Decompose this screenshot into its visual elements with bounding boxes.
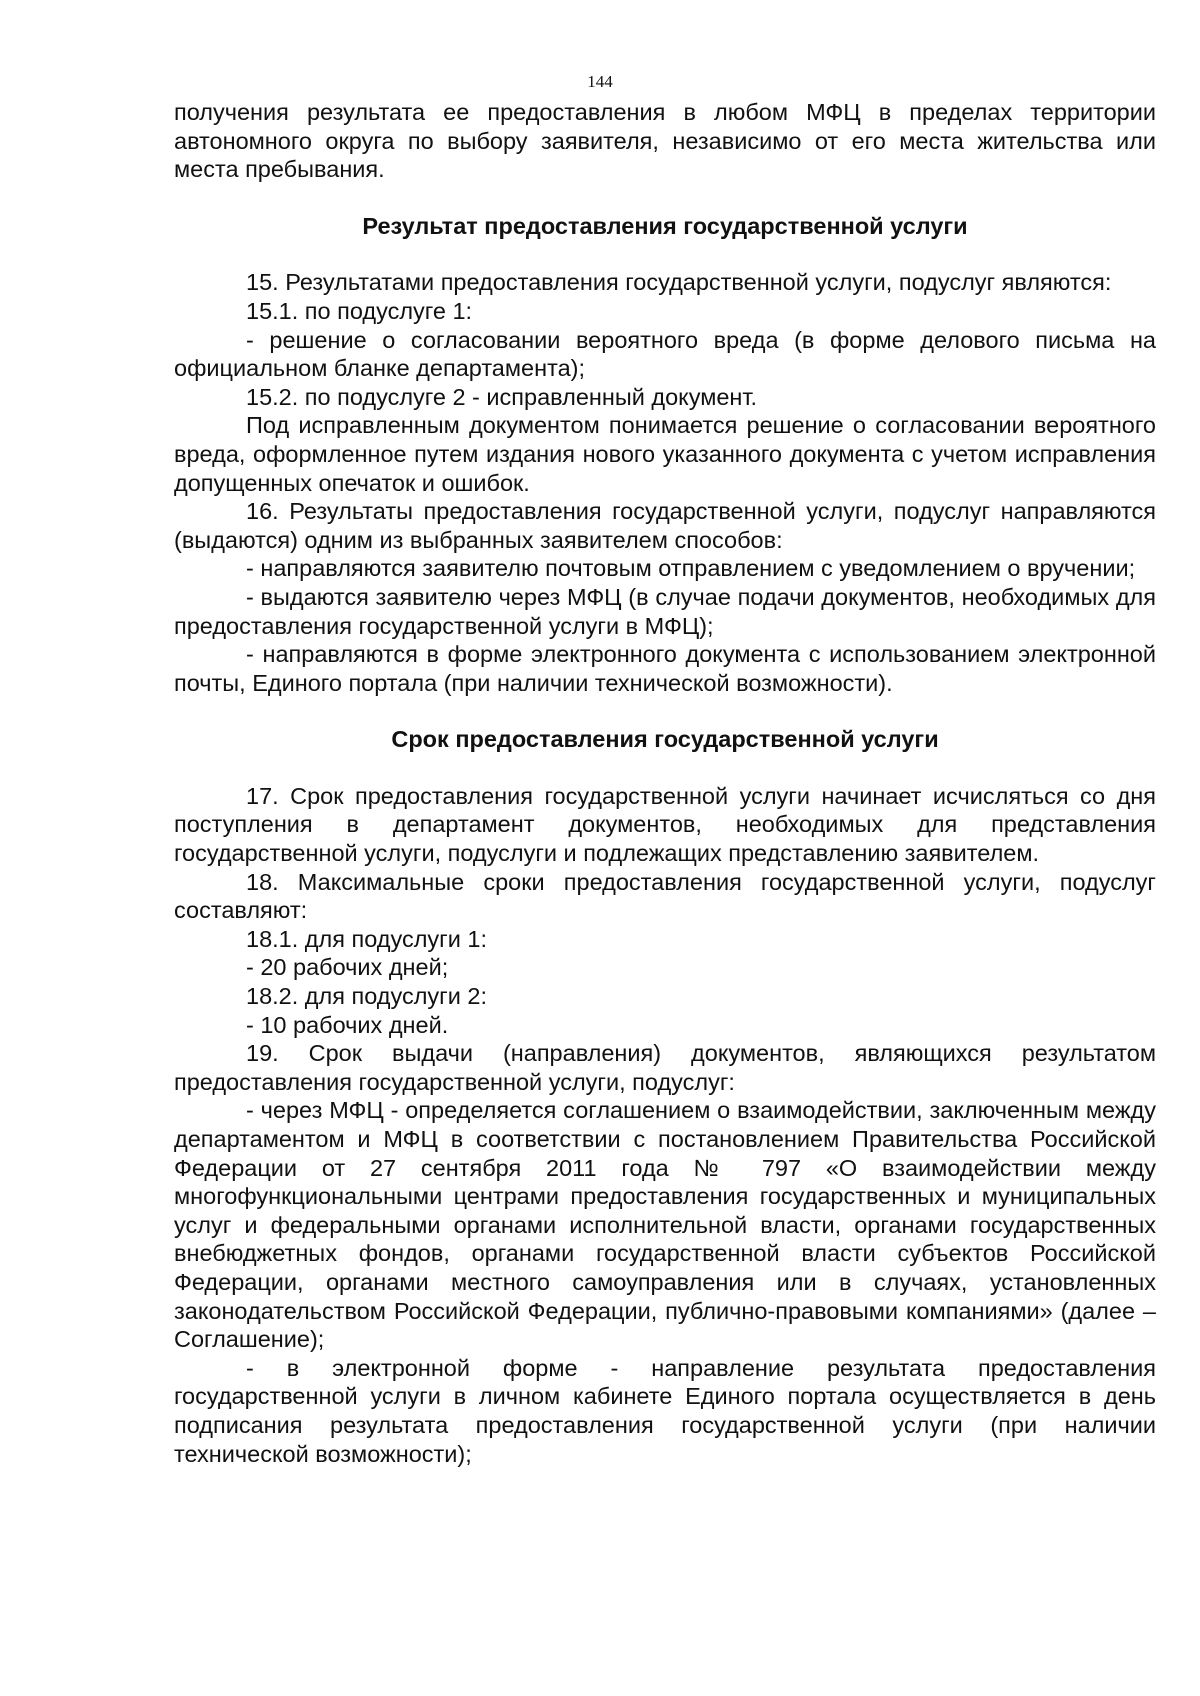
paragraph-intro: получения результата ее предоставления в любом МФЦ в пределах территории автономного округа по выбору заявителя, независимо от его места жительства или места пребывания. bbox=[174, 99, 1156, 183]
page-number: 144 bbox=[587, 72, 613, 91]
paragraph: - выдаются заявителю через МФЦ (в случае подачи документов, необходимых для предоставления государственной услуги в МФЦ); bbox=[174, 583, 1156, 639]
paragraph: 19. Срок выдачи (направления) документов, являющихся результатом предоставления государственной услуги, подуслуг: bbox=[174, 1040, 1156, 1095]
section-heading-term: Срок предоставления государственной услуги bbox=[391, 726, 939, 753]
paragraph: 15.1. по подуслуге 1: bbox=[246, 297, 473, 324]
paragraph: 16. Результаты предоставления государственной услуги, подуслуг направляются (выдаются) одним из выбранных заявителем способов: bbox=[174, 498, 1156, 553]
paragraph: 18.2. для подуслуги 2: bbox=[246, 983, 487, 1010]
paragraph: Под исправленным документом понимается решение о согласовании вероятного вреда, оформленное путем издания нового указанного документа с учетом исправления допущенных опечаток и ошибок. bbox=[174, 412, 1156, 496]
paragraph: - через МФЦ - определяется соглашением о взаимодействии, заключенным между департаментом и МФЦ в соответствии с постановлением Правительства Российской Федерации от 27 сентября 2011 года № 797 «О взаимодействии между многофункциональными центрами предоставления государственных и муниципальных услуг и федеральными органами исполнительной власти, органами государственных внебюджетных фондов, органами государственной власти субъектов Российской Федерации, органами местного самоуправления или в случаях, установленных законодательством Российской Федерации, публично-правовыми компаниями» (далее – Соглашение); bbox=[174, 1097, 1156, 1353]
paragraph: 18.1. для подуслуги 1: bbox=[246, 925, 487, 952]
paragraph: 18. Максимальные сроки предоставления государственной услуги, подуслуг составляют: bbox=[174, 868, 1156, 924]
paragraph: - 10 рабочих дней. bbox=[246, 1011, 449, 1038]
paragraph: - направляются в форме электронного документа с использованием электронной почты, Единого портала (при наличии технической возможности). bbox=[174, 641, 1156, 696]
paragraph: - решение о согласовании вероятного вреда (в форме делового письма на официальном бланке департамента); bbox=[174, 326, 1156, 382]
paragraph: 17. Срок предоставления государственной услуги начинает исчисляться со дня поступления в департамент документов, необходимых для представления государственной услуги, подуслуги и подлежащих представлению заявителем. bbox=[174, 782, 1156, 867]
section-result bbox=[174, 268, 1156, 697]
paragraph: - 20 рабочих дней; bbox=[246, 954, 449, 981]
paragraph: - направляются заявителю почтовым отправлением с уведомлением о вручении; bbox=[246, 555, 1136, 582]
section-term bbox=[174, 782, 1156, 1468]
section-heading-result: Результат предоставления государственной услуги bbox=[362, 212, 968, 239]
paragraph: 15. Результатами предоставления государственной услуги, подуслуг являются: bbox=[246, 269, 1112, 296]
document-body bbox=[174, 98, 1156, 1468]
paragraph: - в электронной форме - направление результата предоставления государственной услуги в личном кабинете Единого портала осуществляется в день подписания результата предоставления государственной услуги (при наличии технической возможности); bbox=[174, 1354, 1156, 1467]
paragraph: 15.2. по подуслуге 2 - исправленный документ. bbox=[246, 383, 758, 410]
